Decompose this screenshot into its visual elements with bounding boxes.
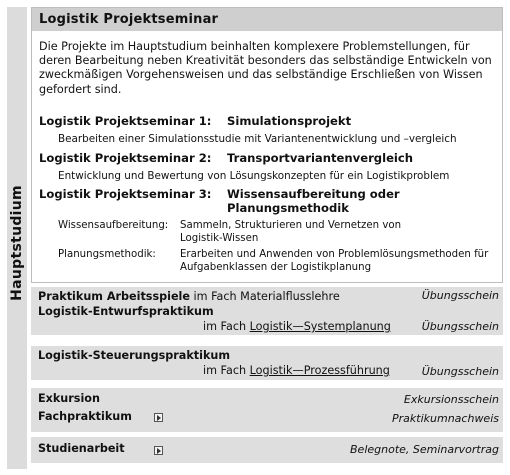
detail-key: Planungsmethodik:	[58, 249, 156, 260]
steuerung-section	[31, 346, 503, 380]
praktikum-section	[31, 287, 503, 335]
seminar-item-desc: Bearbeiten einer Simulationsstudie mit Variantenentwicklung und –vergleich	[58, 133, 457, 145]
seminar-item-number: Logistik Projektseminar 1:	[39, 114, 212, 128]
exkursion-note: Exkursionsschein	[403, 393, 499, 406]
fachpraktikum-title: Fachpraktikum	[38, 410, 132, 423]
detail-key: Wissensaufbereitung:	[58, 220, 169, 231]
praktikum-title-rest: im Fach Materialflusslehre	[189, 290, 340, 303]
arrow-right-icon[interactable]	[154, 446, 163, 455]
entwurf-title: Logistik-Entwurfspraktikum	[38, 305, 214, 318]
seminar-item-2	[39, 151, 477, 165]
seminar-item-number: Logistik Projektseminar 2:	[39, 151, 212, 165]
steuerung-fach-prefix: im Fach	[203, 364, 250, 377]
sidebar-label: Hauptstudium	[9, 185, 25, 301]
seminar-intro: Die Projekte im Hauptstudium beinhalten komplexere Problemstellungen, für deren Bearbeitung neben Kreativität besonders das selbständige Entwickeln von zweckmäßigen Vorgehensweisen und das selbständige Erschließen von Wissen gefordert sind.	[39, 40, 492, 96]
seminar-item-3	[39, 187, 417, 215]
studienarbeit-section	[31, 437, 503, 463]
seminar-header: Logistik Projektseminar	[32, 8, 502, 31]
steuerung-fach	[203, 364, 390, 378]
steuerung-note: Übungsschein	[421, 365, 499, 378]
entwurf-fach-link[interactable]: Logistik—Systemplanung	[249, 320, 391, 333]
steuerung-title: Logistik-Steuerungspraktikum	[38, 349, 231, 362]
entwurf-fach-prefix: im Fach	[203, 320, 250, 333]
entwurf-note: Übungsschein	[421, 320, 499, 333]
seminar-item-title: Simulationsprojekt	[227, 114, 352, 128]
exkursion-title: Exkursion	[38, 392, 100, 405]
seminar-item-1	[39, 114, 477, 128]
praktikum-title	[38, 290, 340, 304]
seminar-item-desc: Entwicklung und Bewertung von Lösungskonzepten für ein Logistikproblem	[58, 170, 450, 182]
fachpraktikum-note: Praktikumnachweis	[392, 412, 499, 425]
sidebar	[7, 7, 27, 469]
studienarbeit-note: Belegnote, Seminarvortrag	[350, 443, 499, 456]
seminar-item-number: Logistik Projektseminar 3:	[39, 187, 212, 201]
seminar-item-title: Transportvariantenvergleich	[227, 151, 414, 165]
detail-value: Sammeln, Strukturieren und Vernetzen von Logistik-Wissen	[180, 220, 402, 244]
exkursion-section	[31, 388, 503, 432]
steuerung-fach-link[interactable]: Logistik—Prozessführung	[249, 364, 390, 377]
detail-value: Erarbeiten und Anwenden von Problemlösungsmethoden für Aufgabenklassen der Logistikplanung	[180, 249, 489, 273]
praktikum-title-bold: Praktikum Arbeitsspiele	[38, 290, 190, 303]
seminar-section	[31, 7, 503, 283]
entwurf-fach	[203, 320, 391, 334]
studienarbeit-title: Studienarbeit	[38, 442, 125, 455]
arrow-right-icon[interactable]	[154, 413, 163, 422]
seminar-item-title: Wissensaufbereitung oder Planungsmethodik	[227, 187, 400, 215]
praktikum-note: Übungsschein	[421, 289, 499, 302]
